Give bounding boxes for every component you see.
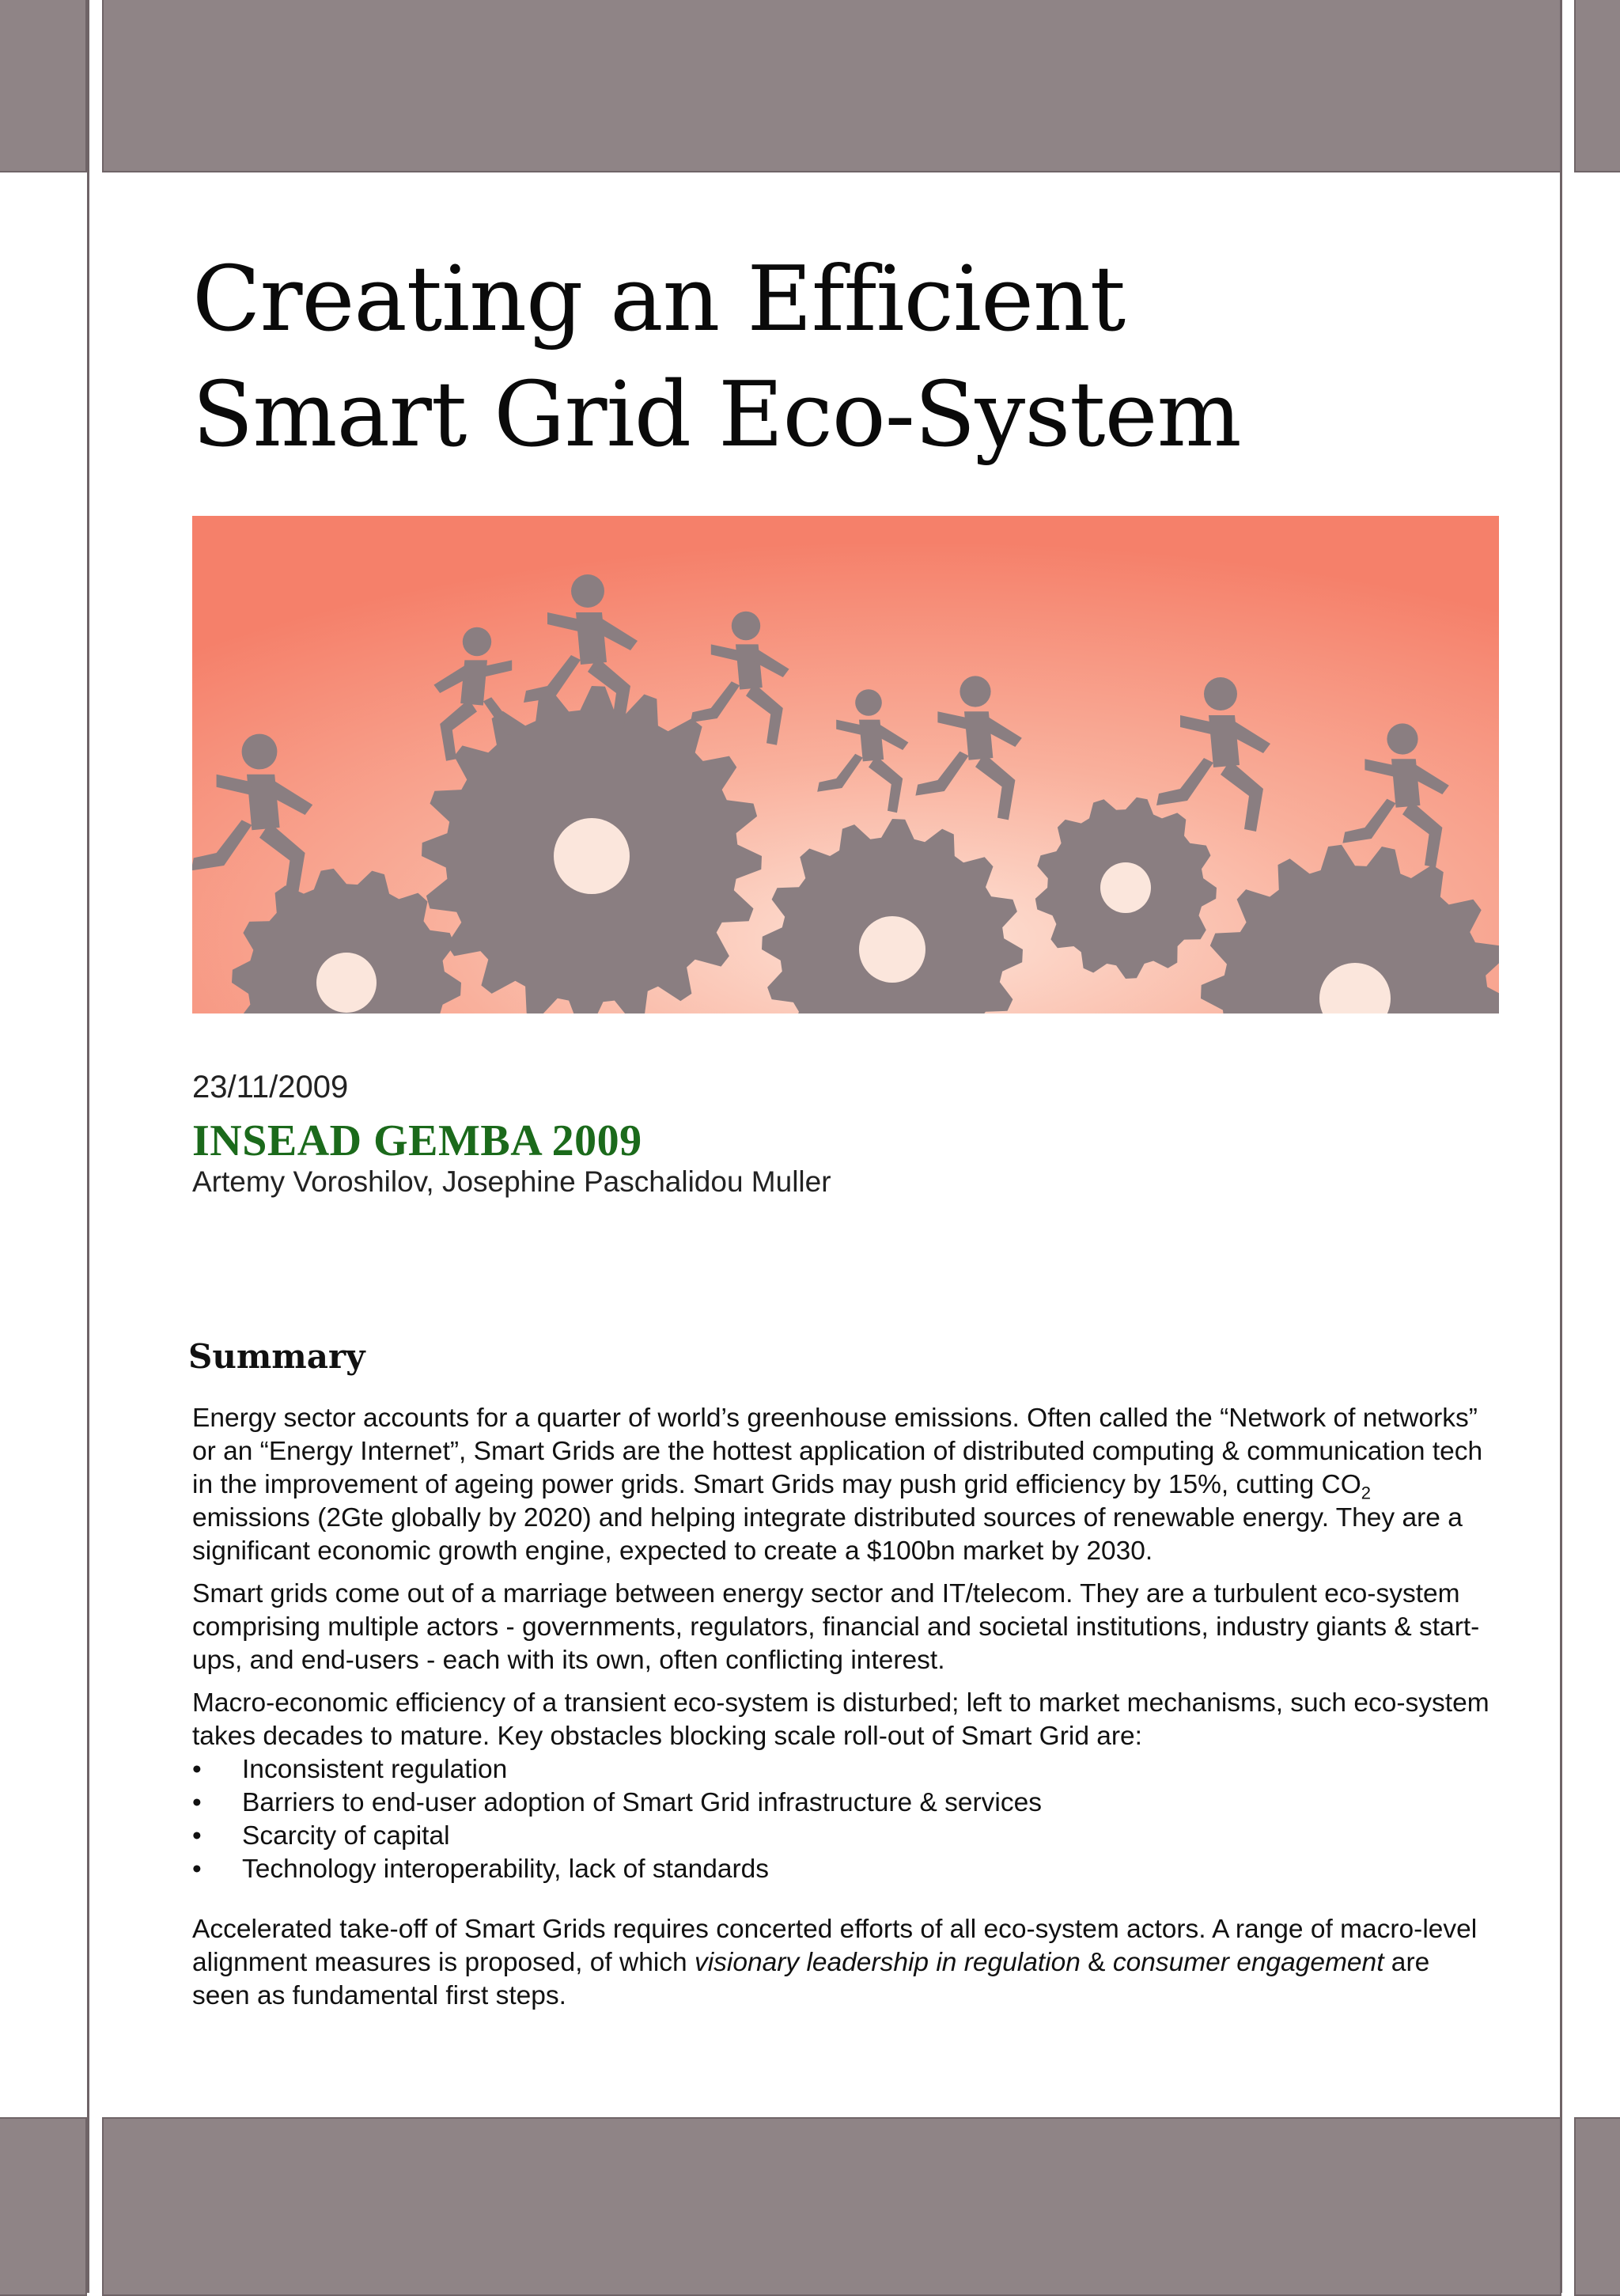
frame-line-right bbox=[1560, 0, 1562, 2293]
gear-hole bbox=[316, 953, 377, 1013]
summary-paragraph-3: Macro-economic efficiency of a transient eco-system is disturbed; left to market mechanisms, such eco-system takes decades to mature. Key obstacles blocking scale roll-out of Smart Grid are: bbox=[192, 1688, 1489, 1751]
title-line-2: Smart Grid Eco-System bbox=[192, 362, 1241, 467]
top-band-center bbox=[102, 0, 1561, 172]
list-item: • Technology interoperability, lack of standards bbox=[192, 1853, 1489, 1886]
list-item: • Inconsistent regulation bbox=[192, 1753, 1489, 1786]
summary-heading: Summary bbox=[188, 1337, 365, 1376]
bullet-icon: • bbox=[192, 1821, 202, 1851]
summary-paragraph-1: Energy sector accounts for a quarter of world’s greenhouse emissions. Often called the “Network of networks” or an “Energy Internet”, Smart Grids are the hottest application of distributed computing & communication tech in the improvement of ageing power grids. Smart Grids may push grid efficiency by 15%, cutting $CO_2$ emissions (2Gte globally by 2020) and helping integrate distributed sources of renewable energy. They are a significant economic growth engine, expected to create a $100bn market by 2030. bbox=[192, 1404, 1483, 1566]
obstacles-list bbox=[192, 1753, 1489, 1886]
list-item: • Scarcity of capital bbox=[192, 1820, 1489, 1853]
hero-illustration bbox=[192, 516, 1499, 1013]
bullet-icon: • bbox=[192, 1855, 202, 1884]
gear-hole bbox=[859, 916, 925, 983]
summary-paragraph-4: Accelerated take-off of Smart Grids requires concerted efforts of all eco-system actors. A range of macro-level alignment measures is proposed, of which visionary leadership in regulation & consumer engagement are seen as fundamental first steps. bbox=[192, 1915, 1478, 2010]
bottom-band-left bbox=[0, 2117, 87, 2296]
gear-hole bbox=[1100, 862, 1151, 913]
summary-body bbox=[192, 1402, 1489, 2022]
gear-hole bbox=[554, 818, 630, 894]
page-title bbox=[192, 241, 1241, 472]
frame-line-left bbox=[87, 0, 89, 2293]
bottom-band-right bbox=[1574, 2117, 1620, 2296]
list-item: • Barriers to end-user adoption of Smart Grid infrastructure & services bbox=[192, 1786, 1489, 1820]
bullet-icon: • bbox=[192, 1755, 202, 1784]
title-line-1: Creating an Efficient bbox=[192, 247, 1126, 351]
organization-name: INSEAD GEMBA 2009 bbox=[192, 1116, 642, 1165]
document-date: 23/11/2009 bbox=[192, 1070, 349, 1104]
bullet-icon: • bbox=[192, 1788, 202, 1817]
top-band-left bbox=[0, 0, 87, 172]
top-band-right bbox=[1574, 0, 1620, 172]
authors: Artemy Voroshilov, Josephine Paschalidou Muller bbox=[192, 1165, 831, 1198]
summary-paragraph-2: Smart grids come out of a marriage between energy sector and IT/telecom. They are a turbulent eco-system comprising multiple actors - governments, regulators, financial and societal institutions, industry giants & start-ups, and end-users - each with its own, often conflicting interest. bbox=[192, 1579, 1480, 1675]
bottom-band-center bbox=[102, 2117, 1561, 2296]
